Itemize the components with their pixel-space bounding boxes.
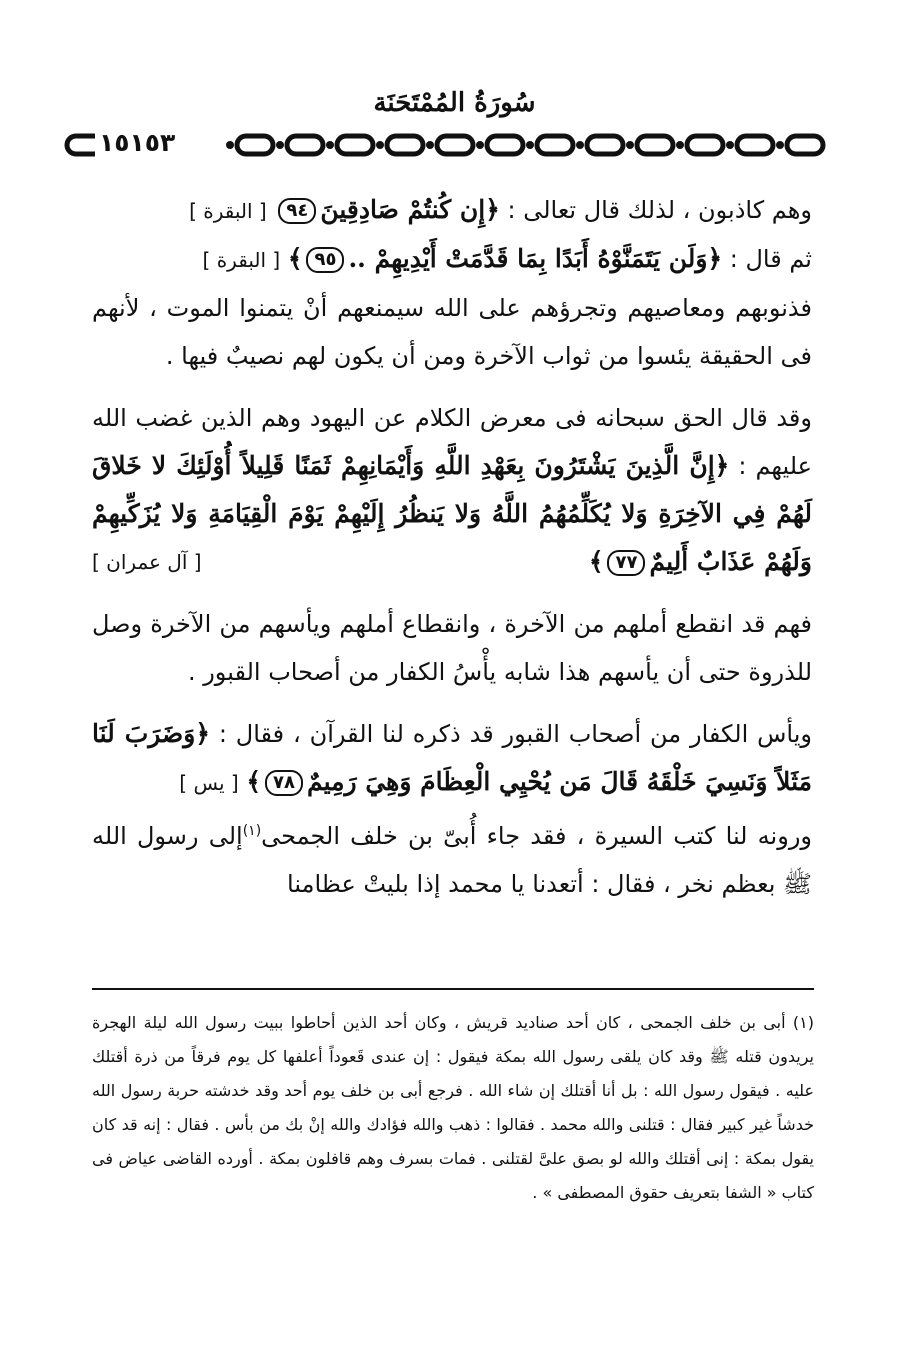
paragraph-text: وقد قال الحق سبحانه فى معرض الكلام عن اليهود وهم الذين غضب الله عليهم : bbox=[92, 404, 812, 480]
paragraph-text: إلى رسول الله ﷺ بعظم نخر ، فقال : أتعدنا يا محمد إذا بليتْ عظامنا bbox=[92, 822, 812, 898]
surah-reference: [ البقرة ] bbox=[189, 199, 267, 223]
page-number: ١٥١٥٣ bbox=[95, 128, 179, 157]
footnote bbox=[92, 1006, 814, 1210]
surah-reference: [ يس ] bbox=[179, 771, 239, 795]
footnote-marker: (١) bbox=[242, 823, 262, 839]
footnote-text: (١) أبى بن خلف الجمحى ، كان أحد صناديد قريش ، وكان أحد الذين أحاطوا ببيت رسول الله ليلة الهجرة يريدون قتله ﷺ وقد كان يلقى رسول الله بمكة فيقول : إن عندى قَعوداً أعلفها كل يوم فرقاً من ذرة أقتلك عليه . فيقول رسول الله : بل أنا أقتلك إن شاء الله . فرجع أبى بن خلف يوم أحد وقد خدشته حربة رسول الله خدشاً غير كبير فقال : قتلنى والله محمد . فقالوا : ذهب والله فؤادك والله إنْ بك من بأس . فقال : إنه قد كان يقول بمكة : إنى أقتلك والله لو بصق علىَّ لقتلنى . فمات بسرف وهم قافلون بمكة . أورده القاضى عياض فى كتاب « الشفا بتعريف حقوق المصطفى » . bbox=[92, 1013, 814, 1202]
ayah-number: ٩٥ bbox=[306, 247, 344, 273]
quran-close-bracket: ﴾ bbox=[588, 547, 604, 576]
paragraph-text: ورونه لنا كتب السيرة ، فقد جاء أُبىّ بن خلف الجمحى bbox=[261, 822, 812, 850]
paragraph-3: فذنوبهم ومعاصيهم وتجرؤهم على الله سيمنعهم أنْ يتمنوا الموت ، لأنهم فى الحقيقة يئسوا من ثواب الآخرة ومن أن يكون لهم نصيبٌ فيها . bbox=[92, 294, 812, 370]
quran-verse: ﴿إِن كُنتُمْ صَادِقِينَ bbox=[320, 195, 500, 224]
paragraph-5: فهم قد انقطع أملهم من الآخرة ، وانقطاع أملهم ويأسهم من الآخرة وصل للذروة حتى أن يأسهم هذا شابه يأْسُ الكفار من أصحاب القبور . bbox=[92, 610, 812, 686]
paragraph-text: وهم كاذبون ، لذلك قال تعالى : bbox=[499, 196, 812, 224]
paragraph-text: ثم قال : bbox=[722, 245, 812, 273]
surah-header-title: سُورَةُ المُمْتَحَنَة bbox=[373, 88, 536, 118]
paragraph-2 bbox=[92, 235, 812, 284]
quran-close-bracket: ﴾ bbox=[287, 244, 303, 273]
ayah-number: ٧٨ bbox=[265, 770, 303, 796]
ayah-number: ٩٤ bbox=[278, 198, 316, 224]
paragraph-1 bbox=[92, 186, 812, 235]
paragraph-7 bbox=[92, 807, 812, 908]
paragraph-6 bbox=[92, 710, 812, 807]
surah-reference: [ آل عمران ] bbox=[92, 550, 202, 574]
ayah-number: ٧٧ bbox=[607, 550, 645, 576]
quran-verse: ﴿وَلَن يَتَمَنَّوْهُ أَبَدًا بِمَا قَدَّمَتْ أَيْدِيهِمْ .. bbox=[348, 244, 723, 273]
main-text bbox=[92, 186, 812, 908]
paragraph-4 bbox=[92, 394, 812, 586]
surah-reference: [ البقرة ] bbox=[202, 248, 281, 272]
quran-verse: ﴿وَضَرَبَ لَنَا مَثَلاً وَنَسِيَ خَلْقَهُ قَالَ مَن يُحْيِي الْعِظَامَ وَهِيَ رَمِيمٌ bbox=[92, 719, 812, 796]
quran-verse: ﴿إِنَّ الَّذِينَ يَشْتَرُونَ بِعَهْدِ اللَّهِ وَأَيْمَانِهِمْ ثَمَنًا قَلِيلاً أُوْلَئِكَ لا خَلاقَ لَهُمْ فِي الآخِرَةِ وَلا يُكَلِّمُهُمُ اللَّهُ وَلا يَنظُرُ إِلَيْهِمْ يَوْمَ الْقِيَامَةِ وَلا يُزَكِّيهِمْ وَلَهُمْ عَذَابٌ أَلِيمٌ bbox=[92, 451, 812, 576]
quran-close-bracket: ﴾ bbox=[246, 767, 261, 796]
paragraph-text: ويأس الكفار من أصحاب القبور قد ذكره لنا القرآن ، فقال : bbox=[209, 720, 812, 748]
footnote-divider bbox=[92, 988, 814, 990]
